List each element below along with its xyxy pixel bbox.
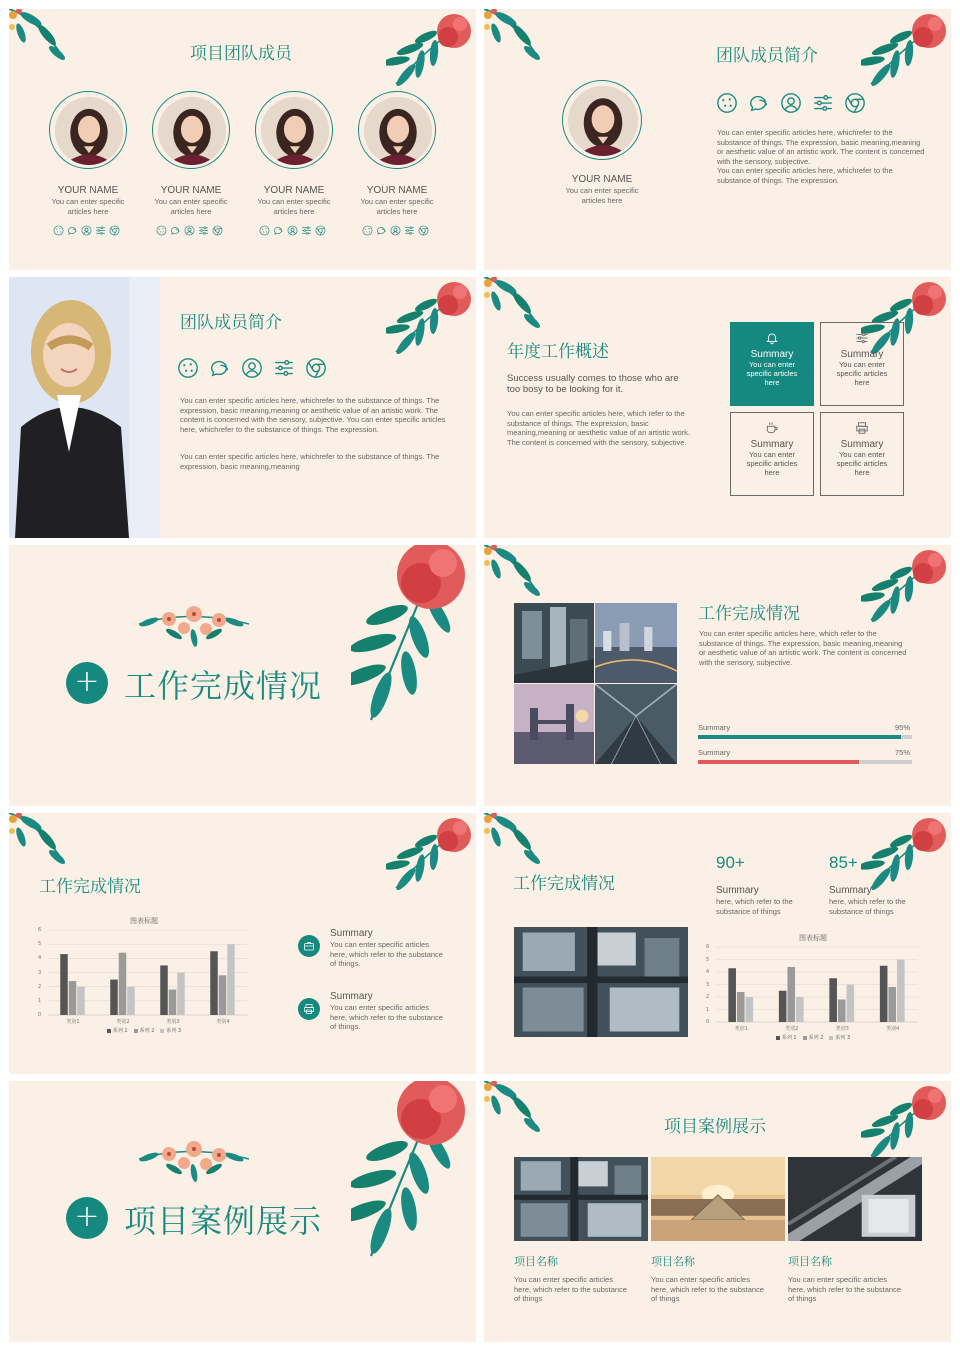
y-tick-label: 6: [38, 927, 42, 933]
user-icon: [241, 357, 263, 379]
project-photo-3: [788, 1157, 922, 1241]
leaf-decoration-top-left: [484, 1081, 544, 1141]
summary-card: [820, 322, 904, 406]
x-tick-label: 类别4: [216, 1019, 230, 1025]
chart-title: 图表标题: [799, 934, 827, 942]
item-title: Summary: [330, 928, 373, 939]
member-photo: [358, 91, 436, 169]
chart-legend: [34, 1027, 254, 1034]
y-tick-label: 2: [706, 994, 710, 1000]
bar: [127, 987, 135, 1015]
flower-decoration-top-right: [386, 277, 476, 357]
legend-swatch: [160, 1029, 164, 1033]
legend-item: [803, 1034, 824, 1041]
stat-title: Summary: [716, 885, 759, 896]
card-desc: You can enter specific articles here: [836, 360, 888, 387]
bar: [829, 978, 837, 1022]
card-desc: You can enter specific articles here: [746, 360, 798, 387]
slide-team-members: [9, 9, 476, 270]
slide-work-completion-stats: [484, 813, 951, 1074]
stat-desc: here, which refer to the substance of things: [716, 897, 793, 916]
chat-icon: [748, 92, 770, 114]
chart-title: 图表标题: [130, 917, 158, 925]
stat-value: 85+: [829, 853, 858, 872]
legend-item: [160, 1027, 181, 1034]
project-photo-2: [651, 1157, 785, 1241]
stat-value: 90+: [716, 853, 745, 872]
bell-icon: [765, 331, 779, 345]
project-desc: You can enter specific articles here, which refer to the substance of things: [788, 1275, 901, 1304]
x-tick-label: 类别2: [116, 1019, 130, 1025]
cookie-icon: [716, 92, 738, 114]
x-tick-label: 类别3: [835, 1026, 849, 1032]
item-desc: You can enter specific articles here, which refer to the substance of things.: [330, 1003, 443, 1032]
plus-icon: +: [66, 662, 108, 704]
y-tick-label: 5: [38, 941, 42, 948]
card-icon-wrap: [731, 331, 813, 345]
icon-row: [177, 357, 327, 379]
y-tick-label: 3: [38, 969, 42, 976]
progress-value: 95%: [894, 723, 910, 732]
user-icon: [287, 225, 298, 236]
cookie-icon: [362, 225, 373, 236]
member-photo: [562, 80, 642, 160]
x-tick-label: 类别3: [166, 1019, 180, 1025]
sliders-icon: [198, 225, 209, 236]
coffee-icon: [765, 421, 779, 435]
progress-label: Summary: [698, 748, 731, 757]
slide-work-completion-progress: [484, 545, 951, 806]
flower-decoration-top-right: [861, 545, 951, 625]
user-icon: [184, 225, 195, 236]
member-name: YOUR NAME: [57, 185, 119, 196]
slide-project-cases: [484, 1081, 951, 1342]
leaf-decoration-top-left: [484, 9, 544, 69]
bar: [847, 985, 855, 1023]
bar: [888, 987, 896, 1022]
leaf-decoration-top-left: [9, 9, 69, 69]
legend-label: 系列 2: [139, 1028, 155, 1034]
bar: [177, 973, 185, 1016]
member-desc: You can enter specific articles here: [257, 197, 331, 216]
legend-swatch: [803, 1036, 807, 1040]
item-icon-badge: [298, 998, 320, 1020]
progress-track: [698, 760, 912, 764]
legend-item: [107, 1027, 128, 1034]
bar-chart: [702, 933, 924, 1048]
item-title: Summary: [330, 991, 373, 1002]
slide-title: 工作完成情况: [39, 877, 141, 897]
sliders-icon: [95, 225, 106, 236]
icon-row: [716, 92, 866, 114]
bar: [796, 997, 804, 1022]
y-tick-label: 1: [38, 997, 42, 1004]
printer-icon: [855, 421, 869, 435]
card-title: Summary: [750, 439, 794, 450]
card-title: Summary: [840, 349, 884, 360]
project-photo-1: [514, 1157, 648, 1241]
leaf-decoration-top-left: [484, 813, 544, 873]
y-tick-label: 5: [706, 956, 710, 963]
user-icon: [81, 225, 92, 236]
city-photo-4: [595, 684, 677, 764]
body-text-2: You can enter specific articles here, whichrefer to the substance of things. The expression, basic meaning,meaning: [180, 452, 440, 471]
slide-title: 项目案例展示: [664, 1117, 766, 1137]
icon-row: [53, 225, 120, 236]
section-project-cases: [9, 1081, 476, 1342]
summary-card: [730, 322, 814, 406]
legend-item: [829, 1034, 850, 1041]
x-tick-label: 类别1: [66, 1019, 80, 1025]
project-name: 项目名称: [651, 1255, 695, 1268]
y-tick-label: 0: [706, 1019, 710, 1025]
y-tick-label: 1: [706, 1006, 710, 1013]
legend-swatch: [776, 1036, 780, 1040]
city-photo-2: [595, 603, 677, 683]
member-photo: [49, 91, 127, 169]
bouquet-decoration: [134, 604, 256, 648]
member-desc: You can enter specific articles here: [51, 197, 125, 216]
flower-decoration-large: [351, 545, 476, 735]
flower-decoration-top-right: [386, 813, 476, 893]
item-icon-badge: [298, 935, 320, 957]
y-tick-label: 6: [706, 944, 710, 950]
section-title: 工作完成情况: [124, 667, 323, 705]
leaf-decoration-top-left: [484, 277, 544, 337]
icon-row: [362, 225, 429, 236]
legend-swatch: [107, 1029, 111, 1033]
slide-title: 团队成员简介: [180, 313, 282, 333]
slide-annual-overview: [484, 277, 951, 538]
card-icon-wrap: [731, 421, 813, 435]
progress-track: [698, 735, 912, 739]
slide-title: 年度工作概述: [507, 342, 609, 362]
chart-legend: [702, 1034, 924, 1041]
progress-fill: [698, 760, 859, 764]
x-tick-label: 类别2: [785, 1026, 799, 1032]
bar: [779, 991, 787, 1022]
cookie-icon: [177, 357, 199, 379]
leaf-decoration-top-left: [484, 545, 544, 605]
printer-icon: [303, 1003, 315, 1015]
flower-decoration-large: [351, 1081, 476, 1271]
x-tick-label: 类别4: [886, 1026, 900, 1032]
briefcase-icon: [303, 940, 315, 952]
card-icon-wrap: [821, 421, 903, 435]
member-name: YOUR NAME: [160, 185, 222, 196]
legend-label: 系列 3: [166, 1028, 182, 1034]
legend-item: [776, 1034, 797, 1041]
bouquet-decoration: [134, 1139, 256, 1183]
card-desc: You can enter specific articles here: [746, 450, 798, 477]
chrome-icon: [418, 225, 429, 236]
bar: [838, 1000, 846, 1023]
legend-item: [134, 1027, 155, 1034]
member-name: YOUR NAME: [263, 185, 325, 196]
cookie-icon: [259, 225, 270, 236]
leaf-decoration-top-left: [9, 813, 69, 873]
slide-member-intro-photo: [9, 277, 476, 538]
sliders-icon: [273, 357, 295, 379]
y-tick-label: 4: [38, 955, 42, 962]
project-desc: You can enter specific articles here, which refer to the substance of things: [651, 1275, 764, 1304]
section-title: 项目案例展示: [124, 1202, 323, 1240]
project-desc: You can enter specific articles here, which refer to the substance of things: [514, 1275, 627, 1304]
x-tick-label: 类别1: [734, 1026, 748, 1032]
card-title: Summary: [840, 439, 884, 450]
user-icon: [390, 225, 401, 236]
bar: [160, 965, 168, 1015]
bar: [746, 997, 754, 1022]
flower-decoration-top-right: [386, 9, 476, 89]
plus-icon: +: [66, 1197, 108, 1239]
businesswoman-photo: [9, 277, 160, 538]
bar: [219, 975, 227, 1015]
body-text: You can enter specific articles here, which refer to the substance of things. The expression, basic meaning,meaning or aesthetic value of an artistic work. The content is concerned with the sensory, subjective.: [699, 629, 907, 667]
progress-label: Summary: [698, 723, 731, 732]
bar: [737, 992, 745, 1022]
chrome-icon: [305, 357, 327, 379]
bar: [169, 990, 177, 1016]
bar: [77, 987, 85, 1015]
legend-swatch: [829, 1036, 833, 1040]
member-photo: [152, 91, 230, 169]
bar: [728, 968, 736, 1022]
y-tick-label: 4: [706, 969, 710, 975]
sliders-icon: [301, 225, 312, 236]
icon-row: [259, 225, 326, 236]
cookie-icon: [53, 225, 64, 236]
y-tick-label: 0: [38, 1012, 42, 1018]
chrome-icon: [109, 225, 120, 236]
project-name: 项目名称: [514, 1255, 558, 1268]
slide-title: 工作完成情况: [513, 874, 615, 894]
body-text-1: You can enter specific articles here, whichrefer to the substance of things. The expression, basic meaning,meaning or aesthetic value of an artistic work. The content is concerned with the sensory, subjective. You can enter specific articles here, whichrefer to the substance of things. The expression.: [180, 396, 446, 434]
chat-icon: [209, 357, 231, 379]
bar-chart: [34, 916, 254, 1041]
card-title: Summary: [750, 349, 794, 360]
bar: [210, 951, 218, 1015]
city-photo-1: [514, 603, 594, 683]
card-desc: You can enter specific articles here: [836, 450, 888, 477]
legend-label: 系列 1: [781, 1035, 797, 1041]
progress-value: 75%: [894, 748, 910, 757]
legend-label: 系列 1: [112, 1028, 128, 1034]
chat-icon: [273, 225, 284, 236]
slide-title: 项目团队成员: [190, 44, 292, 64]
city-photo-3: [514, 684, 594, 764]
stat-desc: here, which refer to the substance of things: [829, 897, 906, 916]
chat-icon: [67, 225, 78, 236]
flower-decoration-top-right: [861, 9, 951, 89]
slide-member-intro: [484, 9, 951, 270]
bar: [110, 980, 118, 1015]
bar: [69, 981, 77, 1015]
chrome-icon: [315, 225, 326, 236]
aerial-city-photo: [514, 927, 688, 1037]
sliders-icon: [404, 225, 415, 236]
body-text: You can enter specific articles here, whichrefer to the substance of things. The expression, basic meaning,meaning or aesthetic value of an artistic work. The content is concerned with the sensory, subjective. You can enter specific articles here, whichrefer to the substance of things. The expression.: [717, 128, 925, 185]
body-text: You can enter specific articles here, which refer to the substance of things. The expression, basic meaning,meaning or aesthetic value of an artistic work. The content is concerned with the sensory, subjective.: [507, 409, 691, 447]
lead-text: Success usually comes to those who are too bosy to be looking for it.: [507, 373, 679, 395]
progress-fill: [698, 735, 901, 739]
bar: [119, 953, 127, 1015]
user-icon: [780, 92, 802, 114]
card-icon-wrap: [821, 331, 903, 345]
summary-card: [730, 412, 814, 496]
chat-icon: [170, 225, 181, 236]
bar: [787, 967, 795, 1022]
sliders-icon: [812, 92, 834, 114]
y-tick-label: 2: [38, 983, 42, 990]
cookie-icon: [156, 225, 167, 236]
slide-work-completion-chart: [9, 813, 476, 1074]
bar: [227, 944, 235, 1015]
summary-card: [820, 412, 904, 496]
chat-icon: [376, 225, 387, 236]
legend-swatch: [134, 1029, 138, 1033]
item-desc: You can enter specific articles here, which refer to the substance of things.: [330, 940, 443, 969]
sliders-icon: [855, 331, 869, 345]
member-photo: [255, 91, 333, 169]
section-work-completion: [9, 545, 476, 806]
slide-title: 工作完成情况: [698, 604, 800, 624]
legend-label: 系列 3: [835, 1035, 851, 1041]
y-tick-label: 3: [706, 981, 710, 988]
icon-row: [156, 225, 223, 236]
member-desc: You can enter specific articles here: [565, 186, 639, 205]
bar: [60, 954, 68, 1015]
flower-decoration-top-right: [861, 813, 951, 893]
chrome-icon: [212, 225, 223, 236]
member-name: YOUR NAME: [571, 174, 633, 185]
member-desc: You can enter specific articles here: [360, 197, 434, 216]
bar: [880, 966, 888, 1022]
member-name: YOUR NAME: [366, 185, 428, 196]
flower-decoration-top-right: [861, 1081, 951, 1161]
member-desc: You can enter specific articles here: [154, 197, 228, 216]
chrome-icon: [844, 92, 866, 114]
slide-title: 团队成员简介: [716, 46, 818, 66]
legend-label: 系列 2: [808, 1035, 824, 1041]
project-name: 项目名称: [788, 1255, 832, 1268]
bar: [897, 960, 905, 1023]
stat-title: Summary: [829, 885, 872, 896]
